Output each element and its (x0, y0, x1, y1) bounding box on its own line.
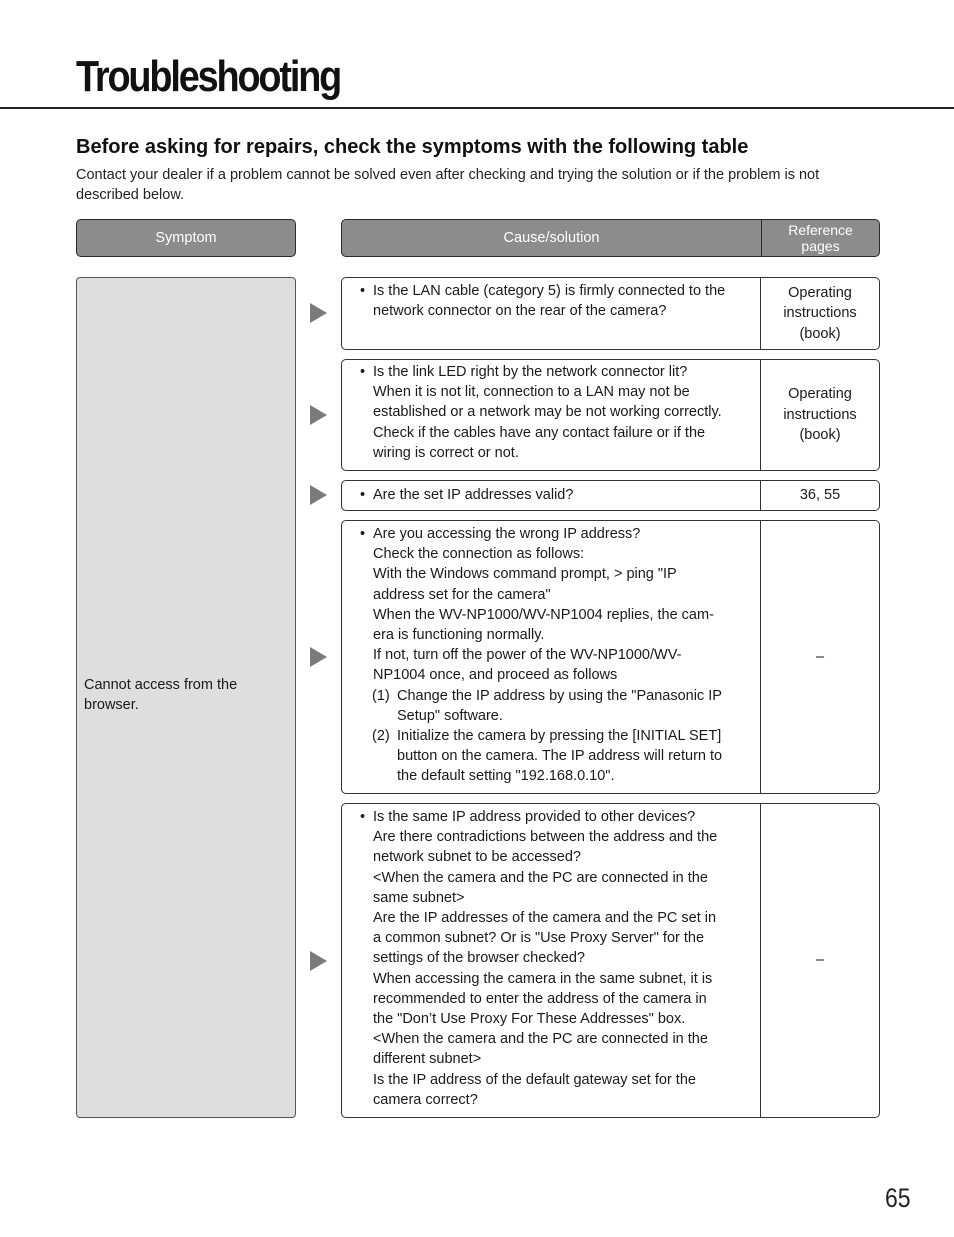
cause-text: • Is the link LED right by the network connector lit? When it is not lit, connection to a LAN may not be established or a network may be not working correctly. Check if the cables have any contact failure or if the wiring is correct or not. (342, 360, 761, 470)
step-1: (1) Change the IP address by using the "Panasonic IP Setup" software. (372, 687, 722, 724)
cause-row-3 (341, 480, 880, 511)
arrow-right-icon (310, 647, 327, 667)
cause-row-2 (341, 359, 880, 471)
bullet: • (360, 526, 366, 542)
step-2: (2) Initialize the camera by pressing the [INITIAL SET] button on the camera. The IP address will return to the default setting "192.168.0.10". (372, 728, 723, 785)
bullet: • (360, 283, 366, 299)
symptom-cell (76, 277, 296, 1118)
cause-row-1 (341, 277, 880, 350)
arrow-right-icon (310, 951, 327, 971)
header-reference-label: Reference pages (788, 222, 853, 254)
cause-row-5 (341, 803, 880, 1118)
cause-row-4 (341, 520, 880, 794)
page-title: Troubleshooting (76, 52, 341, 101)
bullet: • (360, 487, 366, 503)
reference-cell: – (815, 952, 825, 969)
header-symptom-label: Symptom (155, 230, 217, 246)
cause-text: • Is the LAN cable (category 5) is firmly connected to the network connector on the rear of the camera? (342, 278, 761, 349)
intro-text: Contact your dealer if a problem cannot be solved even after checking and trying the solution or if the problem is not described below. (76, 167, 820, 203)
cause-text: • Is the same IP address provided to other devices? Are there contradictions between the address and the network subnet to be accessed? <When the camera and the PC are connected in the same subnet> Are the IP addresses of the camera and the PC set in a common subnet? Or is "Use Proxy Server" for the settings of the browser checked? When accessing the camera in the same subnet, it is recommended to enter the address of the camera in the "Don’t Use Proxy For These Addresses" box. <When the camera and the PC are connected in the different subnet> Is the IP address of the default gateway set for the camera correct? (342, 804, 761, 1117)
arrow-right-icon (310, 303, 327, 323)
header-cause-reference (341, 219, 880, 257)
cause-text: • Are the set IP addresses valid? (342, 481, 761, 510)
section-heading: Before asking for repairs, check the symptoms with the following table (76, 136, 749, 158)
header-symptom (76, 219, 296, 257)
page-number: 65 (885, 1183, 911, 1213)
bullet: • (360, 364, 366, 380)
bullet: • (360, 809, 366, 825)
header-cause-label: Cause/solution (342, 220, 762, 256)
reference-cell: – (815, 648, 825, 665)
symptom-text: Cannot access from the browser. (84, 677, 238, 713)
reference-cell: 36, 55 (799, 487, 841, 504)
title-rule (0, 107, 954, 109)
arrow-right-icon (310, 485, 327, 505)
arrow-right-icon (310, 405, 327, 425)
reference-cell: Operating instructions (book) (783, 386, 857, 444)
cause-text: • Are you accessing the wrong IP address? Check the connection as follows: With the Windows command prompt, > ping "IP address set for the camera" When the WV-NP1000/WV-NP1004 replies, the cam- era is functioning normally. If not, turn off the power of the WV-NP1000/WV- NP1004 once, and proceed as follows (1) Change the IP address by using the "Panasonic IP Setup" software. (2) Initialize the camera by pressing the [INITIAL SET] button on the camera. The IP address will return to the default setting "192.168.0.10". (342, 521, 761, 793)
reference-cell: Operating instructions (book) (783, 284, 857, 342)
